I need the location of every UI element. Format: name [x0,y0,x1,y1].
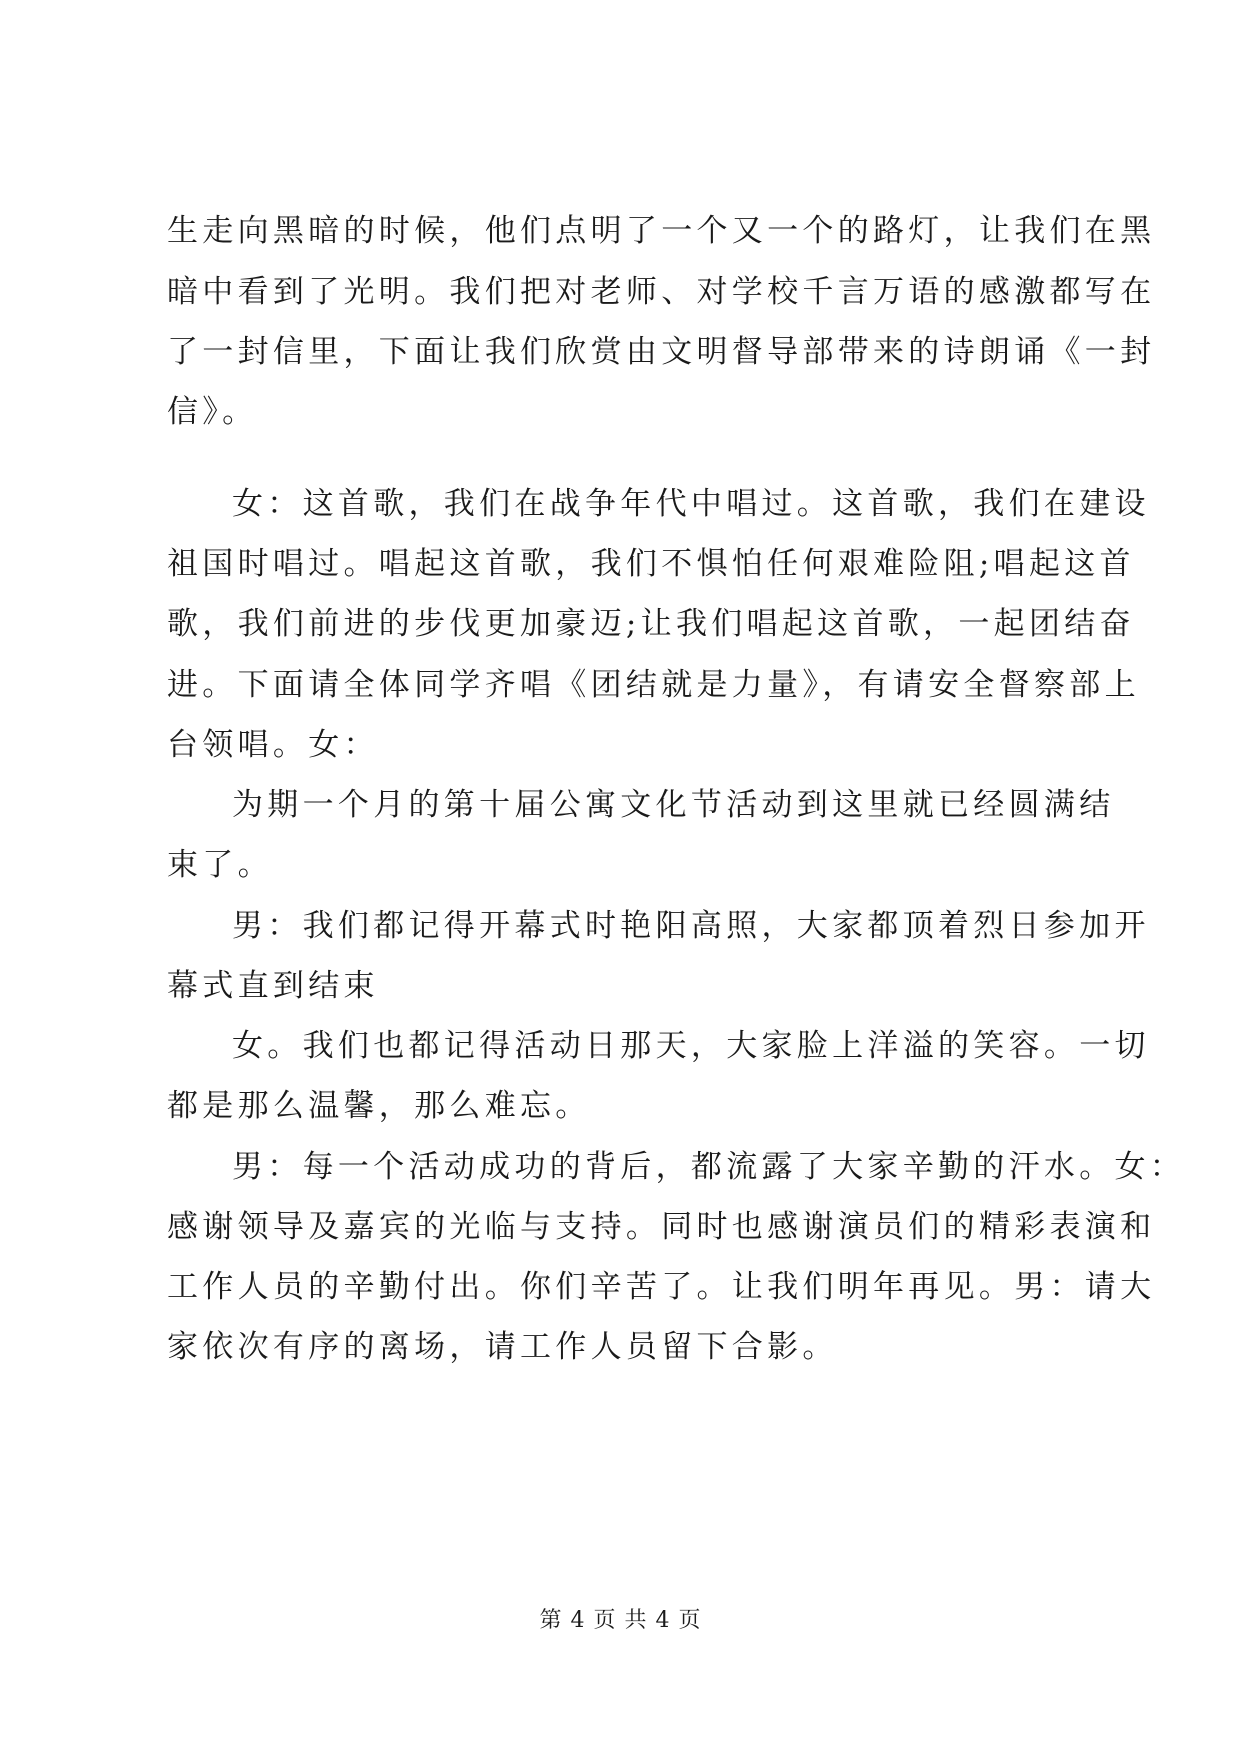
text-line: 工作人员的辛勤付出。你们辛苦了。让我们明年再见。男：请大 [167,1269,1156,1305]
text-line: 歌，我们前进的步伐更加豪迈;让我们唱起这首歌，一起团结奋 [167,606,1135,642]
text-line: 家依次有序的离场，请工作人员留下合影。 [167,1329,838,1365]
page-number-footer: 第 4 页 共 4 页 [539,1608,702,1633]
text-line: 男：我们都记得开幕式时艳阳高照，大家都顶着烈日参加开 [232,908,1150,944]
text-line: 祖国时唱过。唱起这首歌，我们不惧怕任何艰难险阻;唱起这首 [167,546,1135,582]
text-line: 男：每一个活动成功的背后，都流露了大家辛勤的汗水。女： [232,1149,1186,1185]
text-line: 幕式直到结束 [167,968,379,1004]
text-line: 了一封信里，下面让我们欣赏由文明督导部带来的诗朗诵《一封 [167,334,1156,370]
text-line: 束了。 [167,847,273,883]
text-line: 暗中看到了光明。我们把对老师、对学校千言万语的感激都写在 [167,274,1156,310]
text-line: 台领唱。女： [167,727,379,763]
text-line: 信》。 [167,394,258,430]
text-line: 女：这首歌，我们在战争年代中唱过。这首歌，我们在建设 [232,486,1150,522]
text-line: 感谢领导及嘉宾的光临与支持。同时也感谢演员们的精彩表演和 [167,1209,1156,1245]
text-line: 为期一个月的第十届公寓文化节活动到这里就已经圆满结 [232,787,1115,823]
text-line: 生走向黑暗的时候，他们点明了一个又一个的路灯，让我们在黑 [167,213,1156,249]
text-line: 女。我们也都记得活动日那天，大家脸上洋溢的笑容。一切 [232,1028,1150,1064]
text-line: 进。下面请全体同学齐唱《团结就是力量》，有请安全督察部上 [167,667,1140,703]
text-line: 都是那么温馨，那么难忘。 [167,1088,591,1124]
